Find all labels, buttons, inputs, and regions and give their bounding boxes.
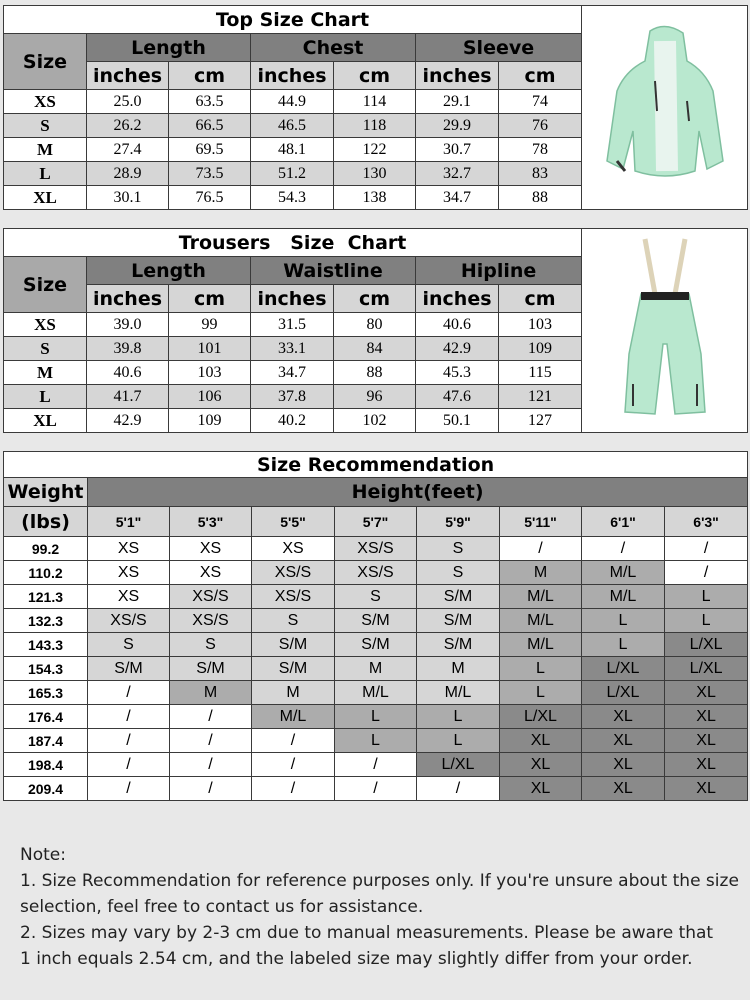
top-value: 28.9	[87, 162, 169, 186]
top-value: 88	[499, 186, 582, 210]
recommended-size-cell: XL	[582, 777, 665, 801]
recommended-size-cell: S	[417, 561, 500, 585]
recommended-size-cell: M	[417, 657, 500, 681]
top-chart-title: Top Size Chart	[4, 6, 582, 34]
top-size-label: M	[4, 138, 87, 162]
recommended-size-cell: L	[417, 729, 500, 753]
height-column-header: 5'11"	[500, 507, 582, 537]
recommended-size-cell: XS	[88, 585, 170, 609]
jacket-image	[582, 6, 748, 210]
recommended-size-cell: /	[88, 729, 170, 753]
top-value: 138	[334, 186, 416, 210]
trousers-value: 40.2	[251, 409, 334, 433]
top-value: 30.7	[416, 138, 499, 162]
top-value: 118	[334, 114, 416, 138]
trousers-unit-header: inches	[251, 285, 334, 313]
trousers-value: 39.8	[87, 337, 169, 361]
trousers-value: 109	[499, 337, 582, 361]
recommended-size-cell: M/L	[417, 681, 500, 705]
top-value: 48.1	[251, 138, 334, 162]
weight-header-line1: Weight	[4, 478, 88, 507]
top-value: 66.5	[169, 114, 251, 138]
weight-label: 154.3	[4, 657, 88, 681]
top-value: 44.9	[251, 90, 334, 114]
trousers-value: 99	[169, 313, 251, 337]
top-unit-header: inches	[416, 62, 499, 90]
weight-label: 187.4	[4, 729, 88, 753]
recommended-size-cell: L/XL	[500, 705, 582, 729]
trousers-value: 50.1	[416, 409, 499, 433]
recommended-size-cell: XL	[665, 705, 748, 729]
trousers-value: 33.1	[251, 337, 334, 361]
height-column-header: 6'1"	[582, 507, 665, 537]
recommended-size-cell: XS	[170, 561, 252, 585]
recommended-size-cell: L	[500, 657, 582, 681]
trousers-value: 34.7	[251, 361, 334, 385]
bib-pants-icon	[605, 234, 725, 424]
recommended-size-cell: L/XL	[665, 633, 748, 657]
trousers-value: 127	[499, 409, 582, 433]
recommended-size-cell: XL	[500, 729, 582, 753]
recommended-size-cell: /	[417, 777, 500, 801]
size-recommendation-table	[3, 451, 748, 801]
top-value: 34.7	[416, 186, 499, 210]
recommended-size-cell: M/L	[335, 681, 417, 705]
trousers-unit-header: cm	[499, 285, 582, 313]
trousers-value: 40.6	[87, 361, 169, 385]
recommendation-title: Size Recommendation	[4, 452, 748, 478]
recommended-size-cell: M/L	[500, 585, 582, 609]
bib-pants-image	[582, 229, 748, 433]
height-column-header: 5'3"	[170, 507, 252, 537]
recommended-size-cell: /	[88, 705, 170, 729]
trousers-value: 47.6	[416, 385, 499, 409]
trousers-value: 42.9	[416, 337, 499, 361]
recommended-size-cell: M	[170, 681, 252, 705]
size-recommendation-panel	[3, 451, 748, 801]
top-value: 30.1	[87, 186, 169, 210]
trousers-size-chart	[3, 228, 748, 433]
recommended-size-cell: L	[417, 705, 500, 729]
trousers-group-waistline: Waistline	[251, 257, 416, 285]
height-column-header: 5'5"	[252, 507, 335, 537]
trousers-size-label: L	[4, 385, 87, 409]
top-value: 63.5	[169, 90, 251, 114]
top-value: 27.4	[87, 138, 169, 162]
recommended-size-cell: /	[170, 777, 252, 801]
top-value: 26.2	[87, 114, 169, 138]
recommended-size-cell: XS/S	[252, 585, 335, 609]
recommended-size-cell: S/M	[252, 657, 335, 681]
trousers-size-label: XL	[4, 409, 87, 433]
weight-label: 165.3	[4, 681, 88, 705]
recommended-size-cell: /	[500, 537, 582, 561]
recommended-size-cell: S	[170, 633, 252, 657]
trousers-value: 45.3	[416, 361, 499, 385]
recommended-size-cell: L/XL	[582, 681, 665, 705]
recommended-size-cell: M/L	[500, 609, 582, 633]
top-group-sleeve: Sleeve	[416, 34, 582, 62]
recommended-size-cell: L/XL	[665, 657, 748, 681]
top-size-label: S	[4, 114, 87, 138]
recommended-size-cell: XL	[500, 777, 582, 801]
trousers-value: 103	[169, 361, 251, 385]
jacket-icon	[595, 21, 735, 191]
top-unit-header: cm	[169, 62, 251, 90]
trousers-value: 84	[334, 337, 416, 361]
recommended-size-cell: L	[665, 609, 748, 633]
weight-label: 198.4	[4, 753, 88, 777]
recommended-size-cell: /	[252, 777, 335, 801]
trousers-group-length: Length	[87, 257, 251, 285]
height-column-header: 6'3"	[665, 507, 748, 537]
top-value: 29.9	[416, 114, 499, 138]
top-value: 69.5	[169, 138, 251, 162]
recommended-size-cell: L	[335, 705, 417, 729]
trousers-value: 31.5	[251, 313, 334, 337]
recommended-size-cell: /	[335, 753, 417, 777]
recommended-size-cell: L	[582, 609, 665, 633]
top-size-label: XL	[4, 186, 87, 210]
height-column-header: 5'1"	[88, 507, 170, 537]
recommendation-row	[4, 753, 748, 777]
trousers-value: 37.8	[251, 385, 334, 409]
top-value: 76.5	[169, 186, 251, 210]
recommended-size-cell: /	[252, 753, 335, 777]
recommended-size-cell: XL	[665, 681, 748, 705]
recommended-size-cell: /	[665, 537, 748, 561]
recommended-size-cell: XS/S	[252, 561, 335, 585]
top-value: 114	[334, 90, 416, 114]
trousers-value: 102	[334, 409, 416, 433]
top-value: 51.2	[251, 162, 334, 186]
top-value: 46.5	[251, 114, 334, 138]
top-value: 29.1	[416, 90, 499, 114]
recommended-size-cell: L	[582, 633, 665, 657]
top-unit-header: cm	[334, 62, 416, 90]
note-line-2: selection, feel free to contact us for assistance.	[20, 897, 424, 917]
top-value: 78	[499, 138, 582, 162]
trousers-size-header: Size	[4, 257, 87, 313]
recommended-size-cell: M	[252, 681, 335, 705]
top-group-chest: Chest	[251, 34, 416, 62]
recommended-size-cell: S	[252, 609, 335, 633]
trousers-value: 41.7	[87, 385, 169, 409]
top-unit-header: inches	[87, 62, 169, 90]
recommended-size-cell: /	[170, 705, 252, 729]
trousers-unit-header: inches	[87, 285, 169, 313]
recommended-size-cell: XS/S	[335, 537, 417, 561]
recommended-size-cell: XS/S	[170, 609, 252, 633]
top-value: 130	[334, 162, 416, 186]
recommended-size-cell: /	[88, 753, 170, 777]
weight-label: 121.3	[4, 585, 88, 609]
top-size-chart-panel	[3, 5, 748, 210]
height-column-header: 5'7"	[335, 507, 417, 537]
trousers-value: 40.6	[416, 313, 499, 337]
trousers-value: 88	[334, 361, 416, 385]
trousers-size-label: XS	[4, 313, 87, 337]
recommended-size-cell: S/M	[170, 657, 252, 681]
recommendation-row	[4, 609, 748, 633]
weight-label: 110.2	[4, 561, 88, 585]
weight-label: 176.4	[4, 705, 88, 729]
note-line-4: 1 inch equals 2.54 cm, and the labeled size may slightly differ from your order.	[20, 949, 693, 969]
recommendation-row	[4, 657, 748, 681]
trousers-value: 101	[169, 337, 251, 361]
notes-heading: Note:	[20, 845, 66, 865]
recommended-size-cell: /	[88, 777, 170, 801]
recommended-size-cell: XL	[500, 753, 582, 777]
trousers-value: 109	[169, 409, 251, 433]
trousers-value: 96	[334, 385, 416, 409]
top-value: 54.3	[251, 186, 334, 210]
trousers-value: 106	[169, 385, 251, 409]
trousers-value: 115	[499, 361, 582, 385]
recommended-size-cell: XL	[665, 777, 748, 801]
recommended-size-cell: /	[665, 561, 748, 585]
recommendation-row	[4, 585, 748, 609]
weight-header-line2: (lbs)	[4, 507, 88, 537]
recommended-size-cell: XS/S	[170, 585, 252, 609]
trousers-value: 121	[499, 385, 582, 409]
top-size-chart	[3, 5, 748, 210]
recommendation-row	[4, 777, 748, 801]
recommended-size-cell: M	[500, 561, 582, 585]
height-header: Height(feet)	[88, 478, 748, 507]
top-value: 73.5	[169, 162, 251, 186]
trousers-size-chart-panel	[3, 228, 748, 433]
recommended-size-cell: XS	[88, 561, 170, 585]
trousers-value: 42.9	[87, 409, 169, 433]
recommended-size-cell: L	[335, 729, 417, 753]
recommended-size-cell: L/XL	[417, 753, 500, 777]
trousers-size-label: S	[4, 337, 87, 361]
recommended-size-cell: XS/S	[88, 609, 170, 633]
recommended-size-cell: /	[170, 753, 252, 777]
recommendation-row	[4, 633, 748, 657]
recommended-size-cell: L/XL	[582, 657, 665, 681]
top-value: 76	[499, 114, 582, 138]
top-value: 83	[499, 162, 582, 186]
recommended-size-cell: M	[335, 657, 417, 681]
recommended-size-cell: /	[335, 777, 417, 801]
recommended-size-cell: /	[582, 537, 665, 561]
recommended-size-cell: S/M	[335, 633, 417, 657]
recommended-size-cell: M/L	[582, 585, 665, 609]
recommended-size-cell: S/M	[252, 633, 335, 657]
trousers-value: 80	[334, 313, 416, 337]
recommended-size-cell: XL	[665, 729, 748, 753]
recommended-size-cell: L	[665, 585, 748, 609]
recommended-size-cell: /	[252, 729, 335, 753]
recommendation-row	[4, 561, 748, 585]
recommendation-row	[4, 729, 748, 753]
trousers-size-label: M	[4, 361, 87, 385]
top-size-label: XS	[4, 90, 87, 114]
top-size-header: Size	[4, 34, 87, 90]
height-column-header: 5'9"	[417, 507, 500, 537]
recommended-size-cell: XL	[582, 729, 665, 753]
trousers-value: 39.0	[87, 313, 169, 337]
trousers-unit-header: cm	[169, 285, 251, 313]
recommended-size-cell: XL	[665, 753, 748, 777]
recommended-size-cell: S/M	[335, 609, 417, 633]
recommendation-row	[4, 681, 748, 705]
trousers-group-hipline: Hipline	[416, 257, 582, 285]
recommended-size-cell: S	[335, 585, 417, 609]
top-value: 122	[334, 138, 416, 162]
recommended-size-cell: S/M	[417, 633, 500, 657]
recommended-size-cell: XS	[170, 537, 252, 561]
note-line-1: 1. Size Recommendation for reference purposes only. If you're unsure about the size	[20, 871, 739, 891]
top-unit-header: inches	[251, 62, 334, 90]
top-value: 25.0	[87, 90, 169, 114]
recommended-size-cell: XS	[88, 537, 170, 561]
recommended-size-cell: S	[88, 633, 170, 657]
trousers-chart-title: Trousers Size Chart	[4, 229, 582, 257]
trousers-unit-header: inches	[416, 285, 499, 313]
top-group-length: Length	[87, 34, 251, 62]
recommended-size-cell: L	[500, 681, 582, 705]
recommendation-row	[4, 705, 748, 729]
recommended-size-cell: S/M	[417, 609, 500, 633]
recommended-size-cell: XL	[582, 705, 665, 729]
weight-label: 99.2	[4, 537, 88, 561]
trousers-unit-header: cm	[334, 285, 416, 313]
recommendation-row	[4, 537, 748, 561]
recommended-size-cell: XS	[252, 537, 335, 561]
recommended-size-cell: M/L	[252, 705, 335, 729]
note-line-3: 2. Sizes may vary by 2-3 cm due to manual measurements. Please be aware that	[20, 923, 714, 943]
notes-section	[20, 842, 740, 972]
recommended-size-cell: S/M	[88, 657, 170, 681]
recommended-size-cell: M/L	[582, 561, 665, 585]
recommended-size-cell: /	[88, 681, 170, 705]
recommended-size-cell: M/L	[500, 633, 582, 657]
top-size-label: L	[4, 162, 87, 186]
recommended-size-cell: S/M	[417, 585, 500, 609]
recommended-size-cell: XS/S	[335, 561, 417, 585]
top-unit-header: cm	[499, 62, 582, 90]
top-value: 74	[499, 90, 582, 114]
weight-label: 143.3	[4, 633, 88, 657]
top-value: 32.7	[416, 162, 499, 186]
recommended-size-cell: XL	[582, 753, 665, 777]
trousers-value: 103	[499, 313, 582, 337]
weight-label: 132.3	[4, 609, 88, 633]
recommended-size-cell: S	[417, 537, 500, 561]
recommended-size-cell: /	[170, 729, 252, 753]
weight-label: 209.4	[4, 777, 88, 801]
